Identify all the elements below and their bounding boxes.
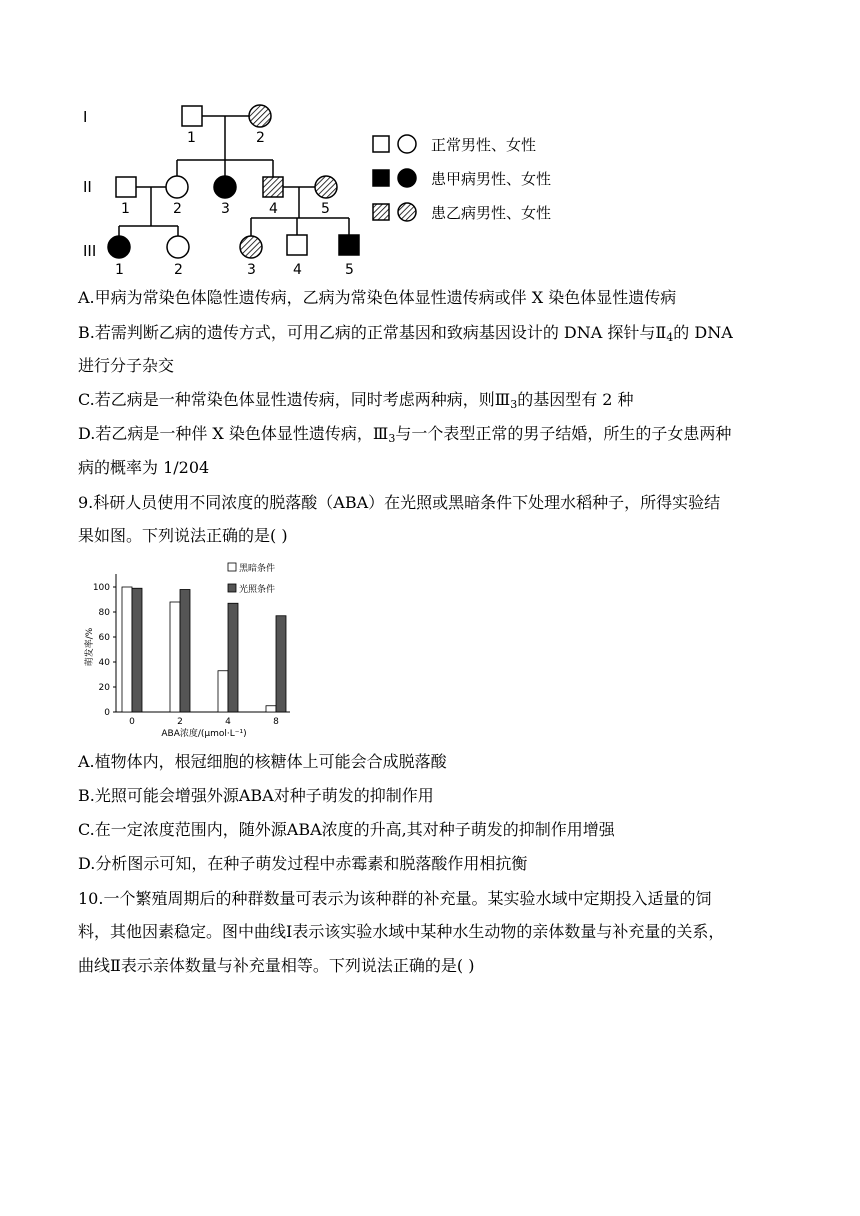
y-axis-label: 萌发率/%	[85, 627, 95, 667]
q10-stem-line1: 10.一个繁殖周期后的种群数量可表示为该种群的补充量。某实验水域中定期投入适量的饲	[78, 889, 712, 908]
I-2-label: 2	[256, 130, 265, 146]
q8-option-d-text: D.若乙病是一种伴 X 染色体显性遗传病，Ⅲ	[78, 424, 389, 443]
bar-dark-4	[218, 671, 228, 712]
legend-normal-female-symbol	[398, 135, 416, 153]
q8-option-b-text: B.若需判断乙病的遗传方式，可用乙病的正常基因和致病基因设计的 DNA 探针与Ⅱ	[78, 323, 667, 342]
bar-dark-2	[170, 602, 180, 712]
II-2-normal-female	[166, 176, 188, 198]
q8-option-c-text: C.若乙病是一种常染色体显性遗传病，同时考虑两种病，则Ⅲ	[78, 390, 511, 409]
III-4-normal-male	[287, 235, 307, 255]
q8-option-d-line1	[78, 424, 731, 449]
q9-stem-line2: 果如图。下列说法正确的是( )	[78, 526, 288, 545]
III-2-label: 2	[174, 262, 183, 278]
I-1-label: 1	[187, 130, 196, 146]
bar-dark-0	[122, 587, 132, 712]
legend-yi-label: 患乙病男性、女性	[431, 204, 552, 222]
pedigree-diagram	[75, 98, 575, 280]
q8-option-b-subscript: 4	[666, 331, 674, 344]
III-5-jia-male	[339, 235, 359, 255]
II-5-yi-female	[315, 176, 337, 198]
q8-option-d-text-end: 与一个表型正常的男子结婚，所生的子女患两种	[395, 424, 732, 443]
y-tick-label: 100	[92, 583, 110, 593]
bar-dark-8	[266, 706, 276, 712]
q8-option-c-text-end: 的基因型有 2 种	[517, 390, 634, 409]
q9-option-d: D.分析图示可知，在种子萌发过程中赤霉素和脱落酸作用相抗衡	[78, 854, 528, 873]
q9-option-b: B.光照可能会增强外源ABA对种子萌发的抑制作用	[78, 786, 434, 805]
x-axis-label: ABA浓度/(μmol·L⁻¹)	[161, 729, 247, 739]
legend-jia-male-symbol	[373, 170, 389, 186]
bar-light-4	[228, 603, 238, 712]
legend-jia-female-symbol	[398, 169, 416, 187]
x-tick-label: 0	[129, 717, 135, 727]
II-4-yi-male	[263, 177, 283, 197]
q8-option-c-subscript: 3	[510, 398, 518, 411]
y-tick-label: 60	[98, 633, 110, 643]
bar-light-0	[132, 588, 142, 712]
y-tick-label: 40	[98, 658, 110, 668]
bar-light-8	[276, 616, 286, 712]
I-1-normal-male	[182, 106, 202, 126]
II-2-label: 2	[173, 201, 182, 217]
II-1-normal-male	[116, 177, 136, 197]
q8-option-a: A.甲病为常染色体隐性遗传病，乙病为常染色体显性遗传病或伴 X 染色体显性遗传病	[78, 288, 677, 307]
III-4-label: 4	[293, 262, 302, 278]
q8-option-d-line2: 病的概率为 1/204	[78, 458, 210, 477]
q9-option-c: C.在一定浓度范围内，随外源ABA浓度的升高,其对种子萌发的抑制作用增强	[78, 820, 615, 839]
legend-light-swatch	[228, 584, 236, 592]
legend-normal-label: 正常男性、女性	[431, 136, 537, 154]
gen-label-I: I	[83, 108, 88, 126]
II-5-label: 5	[321, 201, 330, 217]
III-1-jia-female	[108, 236, 130, 258]
III-5-label: 5	[345, 262, 354, 278]
II-4-label: 4	[269, 201, 278, 217]
q8-option-b-line1	[78, 323, 733, 348]
II-3-jia-female	[214, 176, 236, 198]
q9-stem-line1: 9.科研人员使用不同浓度的脱落酸（ABA）在光照或黑暗条件下处理水稻种子，所得实验结	[78, 493, 721, 512]
x-tick-label: 4	[225, 717, 231, 727]
II-3-label: 3	[221, 201, 230, 217]
bar-light-2	[180, 590, 190, 713]
q8-option-d-subscript: 3	[388, 432, 396, 445]
legend-dark-swatch	[228, 563, 236, 571]
legend-light-label: 光照条件	[239, 585, 276, 595]
III-2-normal-female	[167, 236, 189, 258]
legend-jia-label: 患甲病男性、女性	[431, 170, 552, 188]
I-2-yi-female	[249, 105, 271, 127]
q10-stem-line3: 曲线Ⅱ表示亲体数量与补充量相等。下列说法正确的是( )	[78, 956, 475, 975]
gen-label-II: II	[83, 178, 92, 196]
legend-normal-male-symbol	[373, 136, 389, 152]
III-1-label: 1	[115, 262, 124, 278]
legend-dark-label: 黑暗条件	[239, 564, 276, 574]
x-tick-label: 2	[177, 717, 183, 727]
II-1-label: 1	[121, 201, 130, 217]
legend-yi-male-symbol	[373, 204, 389, 220]
q8-option-b-text-end: 的 DNA	[673, 323, 733, 342]
III-3-yi-female	[240, 236, 262, 258]
q10-stem-line2: 料，其他因素稳定。图中曲线Ⅰ表示该实验水域中某种水生动物的亲体数量与补充量的关系，	[78, 922, 725, 941]
y-tick-label: 80	[98, 608, 110, 618]
q8-option-b-line2: 进行分子杂交	[78, 356, 175, 375]
III-3-label: 3	[247, 262, 256, 278]
y-tick-label: 20	[98, 683, 110, 693]
q8-option-c	[78, 390, 634, 415]
chart-marks	[93, 583, 286, 727]
germination-bar-chart	[78, 552, 308, 742]
y-tick-label: 0	[104, 708, 110, 718]
pedigree-legend	[373, 135, 551, 222]
gen-label-III: III	[83, 242, 97, 260]
legend-yi-female-symbol	[398, 203, 416, 221]
q9-option-a: A.植物体内，根冠细胞的核糖体上可能会合成脱落酸	[78, 752, 447, 771]
x-tick-label: 8	[273, 717, 279, 727]
